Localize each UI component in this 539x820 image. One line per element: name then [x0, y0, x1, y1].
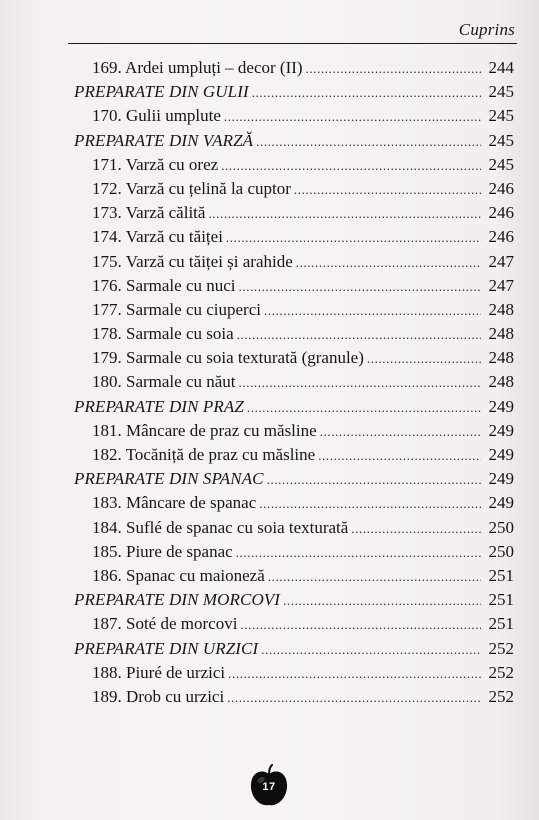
toc-entry-row	[74, 491, 514, 515]
toc-entry-title: 184. Suflé de spanac cu soia texturată	[92, 517, 349, 537]
dot-leader	[247, 396, 481, 420]
header-rule	[68, 43, 517, 44]
toc-page-number: 248	[488, 299, 514, 319]
toc-entry-row	[74, 250, 514, 274]
toc-entry-title: 185. Piure de spanac	[92, 541, 233, 561]
toc-entry-row	[74, 685, 514, 709]
dot-leader	[261, 638, 481, 662]
toc-entry-title: 188. Piuré de urzici	[92, 662, 226, 682]
toc-entry-row	[74, 346, 514, 370]
toc-section-row	[74, 467, 514, 491]
toc-entry-title: 173. Varză călită	[92, 203, 206, 223]
toc-entry-title: 178. Sarmale cu soia	[92, 324, 234, 344]
toc-entry-title: 174. Varză cu tăiței	[92, 227, 223, 247]
toc-page-number: 244	[488, 58, 514, 77]
dot-leader	[306, 57, 481, 81]
table-of-contents	[74, 56, 514, 709]
dot-leader	[283, 589, 481, 613]
dot-leader	[256, 130, 481, 154]
toc-page-number: 252	[488, 638, 514, 658]
toc-section-title: PREPARATE DIN VARZĂ	[74, 130, 254, 150]
toc-page-number: 245	[488, 130, 514, 150]
toc-page-number: 251	[488, 614, 514, 634]
toc-entry-row	[74, 516, 514, 540]
toc-page-number: 246	[488, 203, 514, 223]
toc-entry-title: 169. Ardei umpluți – decor (II)	[92, 58, 303, 77]
toc-entry-title: 176. Sarmale cu nuci	[92, 275, 236, 295]
toc-section-title: PREPARATE DIN URZICI	[74, 638, 259, 658]
toc-entry-title: 181. Mâncare de praz cu măsline	[92, 420, 317, 440]
toc-page-number: 245	[488, 154, 514, 174]
toc-entry-row	[74, 153, 514, 177]
toc-page-number: 248	[488, 372, 514, 392]
toc-entry-title: 171. Varză cu orez	[92, 154, 219, 174]
toc-entry-row	[74, 612, 514, 636]
toc-entry-title: 175. Varză cu tăiței și arahide	[92, 251, 293, 271]
dot-leader	[239, 275, 481, 299]
dot-leader	[221, 154, 481, 178]
toc-entry-row	[74, 564, 514, 588]
toc-entry-title: 183. Mâncare de spanac	[92, 493, 257, 513]
toc-page-number: 246	[488, 178, 514, 198]
toc-page-number: 252	[488, 662, 514, 682]
dot-leader	[351, 517, 481, 541]
toc-page-number: 251	[488, 590, 514, 610]
toc-entry-title: 179. Sarmale cu soia texturată (granule)	[92, 348, 364, 368]
toc-entry-title: 177. Sarmale cu ciuperci	[92, 299, 261, 319]
toc-entry-title: 182. Tocăniță de praz cu măsline	[92, 445, 316, 464]
dot-leader	[208, 202, 481, 226]
dot-leader	[228, 662, 481, 686]
dot-leader	[252, 81, 481, 105]
page-number-badge	[246, 764, 292, 808]
toc-page-number: 248	[488, 348, 514, 368]
toc-page-number: 250	[488, 517, 514, 537]
toc-page-number: 250	[488, 541, 514, 561]
dot-leader	[318, 444, 481, 468]
toc-entry-row	[74, 419, 514, 443]
toc-section-row	[74, 80, 514, 104]
toc-entry-row	[74, 443, 514, 467]
dot-leader	[367, 347, 481, 371]
toc-entry-title: 189. Drob cu urzici	[92, 686, 225, 706]
toc-page-number: 251	[488, 565, 514, 585]
toc-section-title: PREPARATE DIN MORCOVI	[74, 590, 281, 610]
toc-entry-title: 170. Gulii umplute	[92, 106, 221, 126]
toc-page-number: 252	[488, 686, 514, 706]
toc-page-number: 249	[488, 420, 514, 440]
toc-page-number: 245	[488, 106, 514, 126]
toc-page-number: 249	[488, 396, 514, 416]
toc-section-row	[74, 588, 514, 612]
toc-section-row	[74, 637, 514, 661]
toc-entry-row	[74, 661, 514, 685]
toc-entry-row	[74, 274, 514, 298]
dot-leader	[268, 565, 481, 589]
toc-entry-row	[74, 56, 514, 80]
dot-leader	[240, 613, 481, 637]
toc-page-number: 246	[488, 227, 514, 247]
toc-entry-row	[74, 177, 514, 201]
dot-leader	[267, 468, 481, 492]
toc-section-row	[74, 395, 514, 419]
dot-leader	[224, 105, 481, 129]
toc-section-title: PREPARATE DIN PRAZ	[74, 396, 244, 416]
toc-entry-row	[74, 322, 514, 346]
toc-entry-title: 187. Soté de morcovi	[92, 614, 238, 634]
toc-page-number: 247	[488, 251, 514, 271]
dot-leader	[296, 251, 481, 275]
toc-page-number: 249	[488, 493, 514, 513]
dot-leader	[237, 323, 481, 347]
toc-entry-row	[74, 298, 514, 322]
dot-leader	[226, 226, 481, 250]
toc-entry-row	[74, 104, 514, 128]
dot-leader	[320, 420, 481, 444]
toc-page-number: 249	[488, 469, 514, 489]
page-number: 17	[262, 781, 276, 793]
toc-section-title: PREPARATE DIN SPANAC	[74, 469, 264, 489]
toc-page-number: 245	[488, 82, 514, 102]
toc-section-title: PREPARATE DIN GULII	[74, 82, 249, 102]
dot-leader	[239, 371, 481, 395]
toc-entry-title: 172. Varză cu țelină la cuptor	[92, 178, 291, 198]
toc-section-row	[74, 129, 514, 153]
dot-leader	[259, 492, 481, 516]
dot-leader	[294, 178, 481, 202]
toc-entry-row	[74, 225, 514, 249]
page-header-title: Cuprins	[458, 20, 515, 39]
toc-entry-title: 180. Sarmale cu năut	[92, 372, 236, 392]
toc-entry-title: 186. Spanac cu maioneză	[92, 565, 265, 585]
dot-leader	[236, 541, 481, 565]
dot-leader	[227, 686, 481, 710]
toc-page-number: 249	[488, 445, 514, 464]
toc-entry-row	[74, 540, 514, 564]
dot-leader	[264, 299, 481, 323]
toc-entry-row	[74, 370, 514, 394]
toc-entry-row	[74, 201, 514, 225]
toc-page-number: 248	[488, 324, 514, 344]
toc-page-number: 247	[488, 275, 514, 295]
